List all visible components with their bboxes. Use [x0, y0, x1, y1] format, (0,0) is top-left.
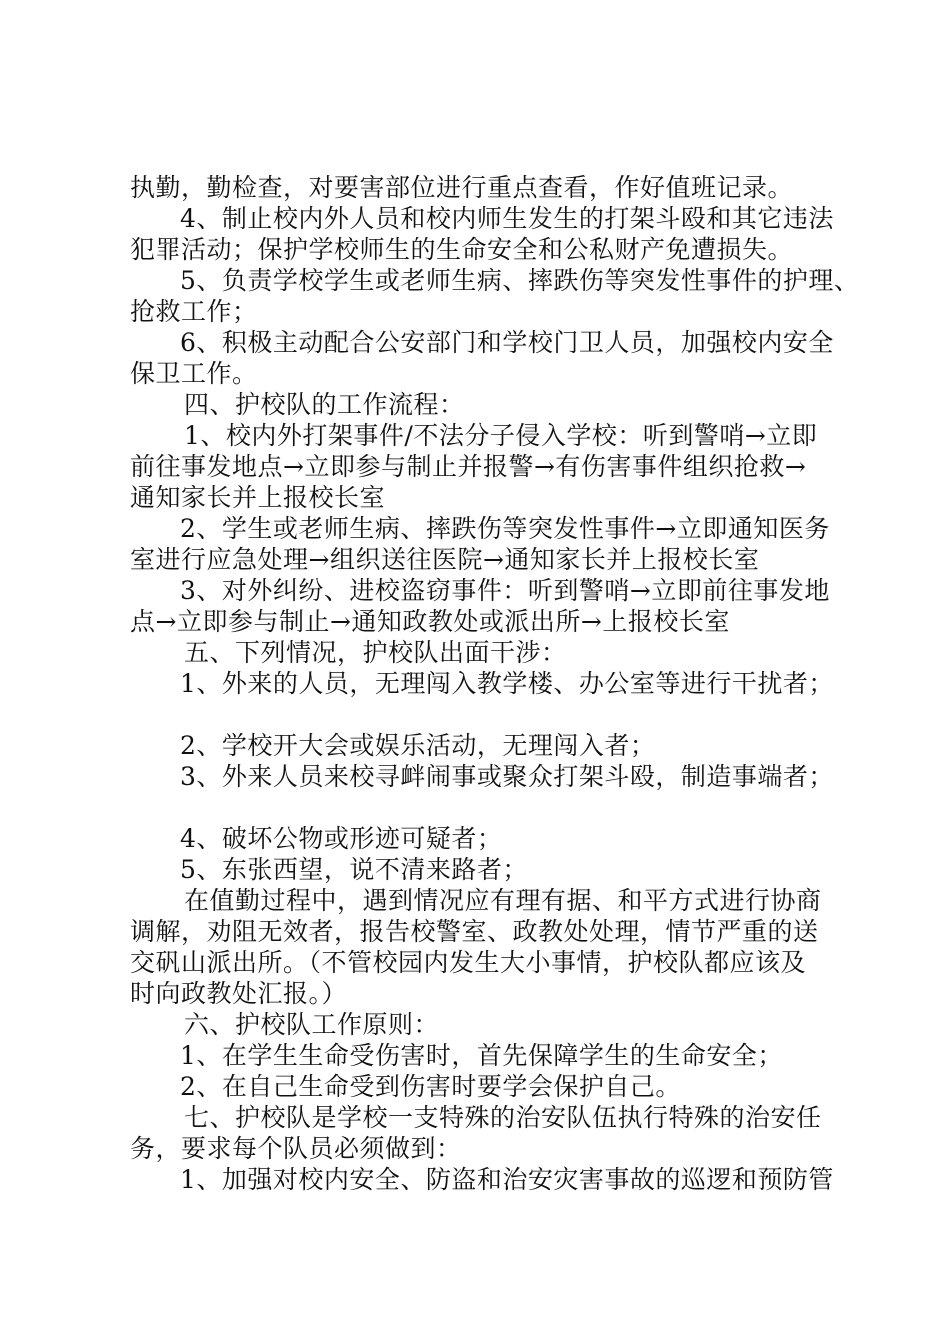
paragraph-line: 调解，劝阻无效者，报告校警室、政教处处理，情节严重的送 [130, 917, 819, 946]
list-item: 2、在自己生命受到伤害时要学会保护自己。 [180, 1072, 681, 1101]
paragraph-line: 3、对外纠纷、进校盗窃事件：听到警哨→立即前往事发地 [180, 576, 830, 605]
paragraph-line: 务，要求每个队员必须做到： [130, 1134, 462, 1163]
section-heading: 七、护校队是学校一支特殊的治安队伍执行特殊的治安任 [184, 1103, 822, 1132]
list-item: 4、破坏公物或形迹可疑者； [180, 824, 503, 853]
list-item: 5、东张西望，说不清来路者； [180, 855, 528, 884]
blank-line [130, 792, 830, 823]
section-heading: 五、下列情况，护校队出面干涉： [184, 638, 567, 667]
paragraph-line: 2、学生或老师生病、摔跌伤等突发性事件→立即通知医务 [180, 514, 830, 543]
paragraph-line: 在值勤过程中，遇到情况应有理有据、和平方式进行协商 [184, 886, 822, 915]
document-body [130, 172, 860, 1195]
paragraph-line: 犯罪活动；保护学校师生的生命安全和公私财产免遭损失。 [130, 235, 794, 264]
section-heading: 四、护校队的工作流程： [184, 390, 465, 419]
section-heading: 六、护校队工作原则： [184, 1010, 440, 1039]
paragraph-line: 通知家长并上报校长室 [130, 483, 386, 512]
paragraph-line: 时向政教处汇报。） [130, 979, 348, 1008]
paragraph-line: 5、负责学校学生或老师生病、摔跌伤等突发性事件的护理、 [180, 266, 860, 295]
paragraph-line: 6、积极主动配合公安部门和学校门卫人员，加强校内安全 [180, 328, 834, 357]
paragraph-line: 4、制止校内外人员和校内师生发生的打架斗殴和其它违法 [180, 204, 834, 233]
paragraph-line: 点→立即参与制止→通知政教处或派出所→上报校长室 [130, 607, 730, 636]
blank-line [130, 699, 830, 730]
list-item: 2、学校开大会或娱乐活动，无理闯入者； [180, 731, 656, 760]
list-item: 1、在学生生命受伤害时，首先保障学生的生命安全； [180, 1041, 783, 1070]
paragraph-line: 执勤，勤检查，对要害部位进行重点查看，作好值班记录。 [130, 173, 794, 202]
list-item: 3、外来人员来校寻衅闹事或聚众打架斗殴，制造事端者； [180, 762, 834, 791]
paragraph-line: 抢救工作； [130, 297, 258, 326]
list-item: 1、外来的人员，无理闯入教学楼、办公室等进行干扰者； [180, 669, 834, 698]
paragraph-line: 1、校内外打架事件/不法分子侵入学校：听到警哨→立即 [184, 421, 818, 450]
paragraph-line: 室进行应急处理→组织送往医院→通知家长并上报校长室 [130, 545, 760, 574]
paragraph-line: 保卫工作。 [130, 359, 258, 388]
list-item: 1、加强对校内安全、防盗和治安灾害事故的巡逻和预防管 [180, 1165, 834, 1194]
paragraph-line: 交矾山派出所。（不管校园内发生大小事情，护校队都应该及 [130, 948, 807, 977]
paragraph-line: 前往事发地点→立即参与制止并报警→有伤害事件组织抢救→ [130, 452, 807, 481]
